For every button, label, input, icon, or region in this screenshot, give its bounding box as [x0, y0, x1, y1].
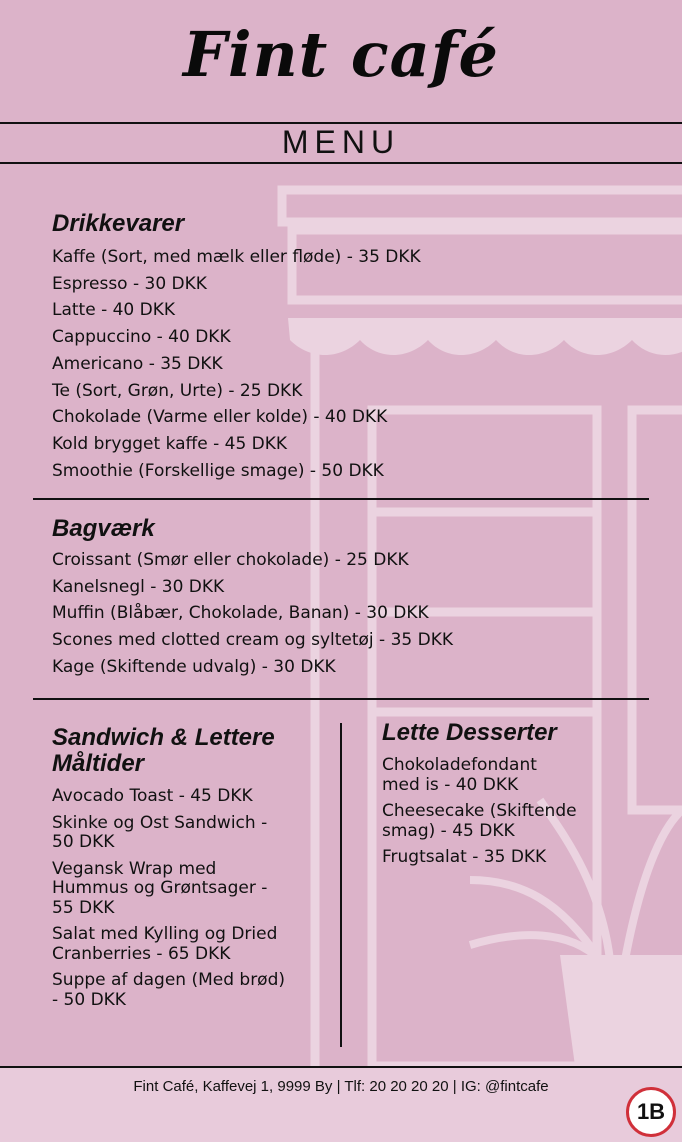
- menu-item: Avocado Toast - 45 DKK: [52, 786, 253, 806]
- menu-item: Frugtsalat - 35 DKK: [382, 847, 547, 867]
- divider-pastry: [33, 698, 649, 700]
- menu-item: Chokolade (Varme eller kolde) - 40 DKK: [52, 407, 388, 428]
- menu-item: Kold brygget kaffe - 45 DKK: [52, 433, 288, 454]
- menu-item: Chokoladefondant med is - 40 DKK: [382, 755, 537, 795]
- menu-item: Scones med clotted cream og syltetøj - 35 DKK: [52, 630, 454, 651]
- menu-item: Smoothie (Forskellige smage) - 50 DKK: [52, 460, 384, 481]
- footer: [0, 1066, 682, 1142]
- desserts-list: [382, 756, 577, 875]
- menu-item: Te (Sort, Grøn, Urte) - 25 DKK: [52, 380, 303, 401]
- menu-item: Cappuccino - 40 DKK: [52, 327, 231, 348]
- meals-list: [52, 787, 292, 1017]
- divider-drinks: [33, 498, 649, 500]
- desserts-section-title: Lette Desserter: [382, 719, 557, 746]
- drinks-section-title: Drikkevarer: [52, 210, 185, 237]
- divider-menu: [0, 162, 682, 164]
- meals-section-title: Sandwich & Lettere Måltider: [52, 724, 275, 777]
- menu-item: Espresso - 30 DKK: [52, 273, 207, 294]
- menu-label: MENU: [281, 124, 401, 160]
- menu-item: Suppe af dagen (Med brød) - 50 DKK: [52, 970, 286, 1010]
- menu-item: Latte - 40 DKK: [52, 300, 176, 321]
- footer-contact: Fint Café, Kaffevej 1, 9999 By | Tlf: 20 20 20 20 | IG: @fintcafe: [133, 1078, 549, 1095]
- menu-item: Kaffe (Sort, med mælk eller fløde) - 35 DKK: [52, 247, 421, 267]
- menu-item: Croissant (Smør eller chokolade) - 25 DKK: [52, 550, 409, 570]
- page-badge: 1B: [626, 1087, 676, 1137]
- pastry-section-title: Bagværk: [52, 515, 155, 542]
- column-divider: [340, 723, 342, 1047]
- menu-item: Muffin (Blåbær, Chokolade, Banan) - 30 DKK: [52, 603, 429, 624]
- pastry-list: [52, 547, 453, 681]
- menu-item: Cheesecake (Skiftende smag) - 45 DKK: [382, 801, 577, 841]
- menu-item: Americano - 35 DKK: [52, 353, 223, 374]
- menu-item: Kanelsnegl - 30 DKK: [52, 576, 225, 597]
- cafe-title: Fint café: [183, 18, 499, 91]
- menu-item: Salat med Kylling og Dried Cranberries - 65 DKK: [52, 924, 278, 964]
- menu-item: Skinke og Ost Sandwich - 50 DKK: [52, 812, 268, 852]
- drinks-list: [52, 244, 421, 484]
- menu-item: Vegansk Wrap med Hummus og Grøntsager - 55 DKK: [52, 858, 268, 918]
- menu-item: Kage (Skiftende udvalg) - 30 DKK: [52, 656, 336, 677]
